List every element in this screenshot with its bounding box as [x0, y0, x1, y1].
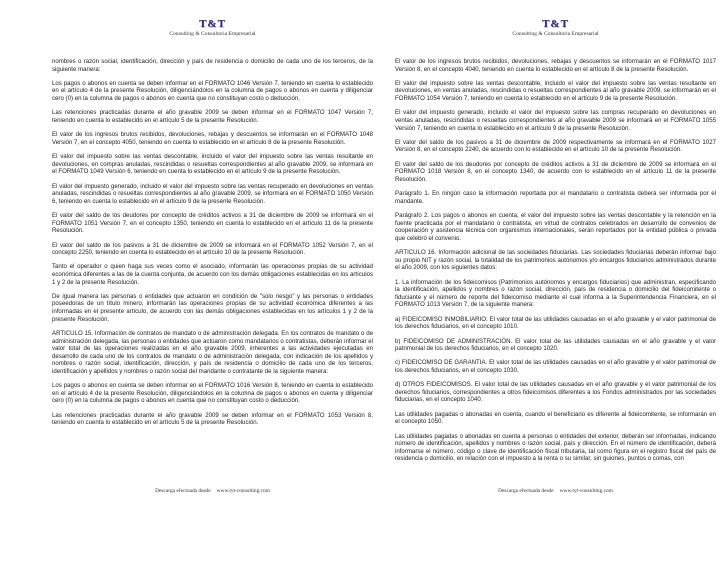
- paragraph: El valor del saldo de los deudores por concepto de créditos activos a 31 de diciembre de 2009 se informará en el FORMATO 1018 Versión 8, en el concepto 1340, de acuerdo con lo establecido en el artículo 11 de la presente Resolución.: [395, 160, 716, 183]
- paragraph: El valor del impuesto sobre las ventas descontable, incluido el valor del impuesto sobre las ventas resultante en devoluciones, en compras anuladas, rescindidas o resueltas correspondientes al año gravable 2009, se informará en el FORMATO 1049 Versión 6, teniendo en cuenta lo establecido en el artículo 9 de la presente Resolución.: [52, 153, 373, 176]
- paragraph: De igual manera las personas o entidades que actuaron en condición de "solo riesgo" y las personas o entidades poseedoras de un título minero, informarán las operaciones propias de su actividad económica diferentes a las informadas en el presente artículo, de acuerdo con las demás obligaciones establecidas en los artículos 1 y 2 de la presente Resolución.: [52, 292, 373, 323]
- paragraph: d) OTROS FIDEICOMISOS. El valor total de las utilidades causadas en el año gravable y el valor patrimonial de los derechos fiduciarios, correspondientes a otros fideicomisos diferentes a los Fondos administrados por las sociedades fiduciarias, en el concepto 1040.: [395, 381, 716, 404]
- company-logo: T&T: [199, 18, 226, 30]
- footer-download-label: Descarga efectuada desde: [498, 488, 554, 494]
- paragraph: El valor del saldo de los deudores por concepto de créditos activos a 31 de diciembre de 2009 se informará en el FORMATO 1051 Versión 7, en el concepto 1350, teniendo en cuenta lo establecido en el artículo 11 de la presente Resolución.: [52, 212, 373, 235]
- paragraph: Las utilidades pagadas o abonadas en cuenta a personas o entidades del exterior, deberán ser informadas, indicando número de identificación, apellidos y nombres o razón social, país y dirección. En el número de identificación, deberá informarse el número, código o clave de identificación fiscal tributaria, tal como figura en el registro fiscal del país de residencia o domicilio, en relación con el impuesto a la renta o su similar, sin guiones, puntos o comas, con: [395, 432, 716, 463]
- paragraph: a) FIDEICOMISO INMOBILIARIO: El valor total de las utilidades causadas en el año gravable y el valor patrimonial de los derechos fiduciarios, en el concepto 1010.: [395, 315, 716, 331]
- left-column: [52, 18, 373, 563]
- paragraph: ARTICULO 15. Información de contratos de mandato o de administración delegada. En los contratos de mandato o de administración delegada, las personas o entidades que actúaron como mandatarios o contratistas, deberán informar el valor total de las operaciones realizadas en el año gravable 2009, inherentes a las actividades ejecutadas en desarrollo de cada uno de los contratos de mandato o de administración delegada, con indicación de los apellidos y nombres o razón social, identificación, dirección, y país de residencia o domicilio de cada uno de los terceros, identificación y apellidos y nombres o razón social del mandante o contratante de la siguiente manera:: [52, 329, 373, 375]
- paragraph: Las retenciones practicadas durante el año gravable 2009 se deben informar en el FORMATO 1047 Versión 7, teniendo en cuenta lo establecido en el artículo 5 de la presente Resolución.: [52, 109, 373, 124]
- paragraph: Tanto el operador o quien haga sus veces como el asociado, informarán las operaciones propias de su actividad económica diferentes a las de la cuenta conjunta, de acuerdo con los demás obligaciones establecidas en los artículos 1 y 2 de la presente Resolución.: [52, 263, 373, 286]
- page-header: [52, 18, 373, 46]
- paragraph: nombres o razón social, identificación, dirección y país de residencia o domicilio de cada uno de los terceros, de la siguiente manera:: [52, 58, 373, 73]
- paragraph: c) FIDEICOMISO DE GARANTIA. El valor total de las utilidades causadas en el año gravable y el valor patrimonial de los derechos fiduciarios, en el concepto 1030.: [395, 359, 716, 374]
- paragraph: Las utilidades pagadas o abonadas en cuenta, cuando el beneficiario es diferente al fideicomitente, se informarán en el concepto 1050.: [395, 410, 716, 426]
- paragraph: Los pagos o abonos en cuenta se deben informar en el FORMATO 1046 Versión 7, teniendo en cuenta lo establecido en el artículo 4 de la presente Resolución, diligenciándolos en la columna de pagos o abonos en cuenta y diligenciar cero (0) en la columna de pagos o abonos en cuenta que no constituyan costo o deducción.: [52, 79, 373, 103]
- paragraph: 1. La información de los fideicomisos (Patrimonios autónomos y encargos fiduciarios) que administran, especificando la identificación, apellidos y nombres o razón social, dirección, país de residencia o domicilio del fideicomitente o fiduciante y el número de reporte del fideicomiso mediante el cual informa a la Superintendencia Financiera, en el FORMATO 1013 Versión 7, de la siguiente manera:: [395, 278, 716, 309]
- paragraph: El valor del impuesto sobre las ventas descontable, incluido el valor del impuesto sobre las ventas resultante en devoluciones, en ventas anuladas, rescindidas o resueltas correspondientes al año gravable 2009, se informarán en el FORMATO 1054 Versión 7, teniendo en cuenta lo establecido en el artículo 9 de la presente Resolución.: [395, 79, 716, 103]
- footer-download-label: Descarga efectuada desde: [155, 488, 211, 494]
- company-tagline: Consulting & Consultoria Empresarial: [512, 31, 599, 37]
- right-column-body: [395, 58, 716, 463]
- paragraph: El valor de los ingresos brutos recibidos, devoluciones, rebajas y descuentos se informarán en el FORMATO 1017 Versión 8, en el concepto 4040, teniendo en cuenta lo establecido en el artículo 8 de la presente Resolución.: [395, 58, 716, 73]
- company-tagline: Consulting & Consultoria Empresarial: [169, 31, 256, 37]
- footer-website-link[interactable]: www.tyt-consulting.com: [216, 488, 270, 494]
- page-footer: [52, 488, 373, 494]
- paragraph: El valor del impuesto generado, incluido el valor del impuesto sobre las ventas recuperado en devoluciones en ventas anuladas, rescindidas o resueltas correspondientes al año gravable 2009, se informará en el FORMATO 1050 Versión 6, teniendo en cuenta lo establecido en el artículo 9 de la presente Resolución.: [52, 182, 373, 205]
- page-header: [395, 18, 716, 46]
- paragraph: Parágrafo 2. Los pagos o abonos en cuenta, el valor del impuesto sobre las ventas descontable y la retención en la fuente practicada por el mandatario o contratista, en virtud de contratos celebrados en desarrollo de convenios de cooperación y asistencia técnica con organismos internacionales, serán reportados por la entidad pública o privada que celebró el convenio.: [395, 212, 716, 242]
- left-column-body: [52, 58, 373, 427]
- paragraph: Los pagos o abonos en cuenta se deben informar en el FORMATO 1016 Versión 8, teniendo en cuenta lo establecido en el artículo 4 de la presente Resolución, diligenciándolos en la columna de pagos o abonos en cuenta y diligenciar cero (0) en la columna de pagos o abonos en cuenta que no constituyan costo o deducción.: [52, 382, 373, 405]
- paragraph: Parágrafo 1. En ningún caso la información reportada por el mandatario o contratista deberá ser informada por el mandante.: [395, 190, 716, 205]
- paragraph: b) FIDEICOMISO DE ADMINISTRACIÓN. El valor total de las utilidades causadas en el año gravable y el valor patrimonial de los derechos fiduciarios, en el concepto 1020.: [395, 337, 716, 353]
- paragraph: El valor del impuesto generado, incluido el valor del impuesto sobre las compras recuperado en devoluciones en ventas anuladas, rescindidas o resueltas correspondientes al año gravable 2009 se informará en el FORMATO 1055 Versión 7, teniendo en cuenta lo establecido en el artículo 9 de la presente Resolución.: [395, 109, 716, 132]
- right-column: [395, 18, 716, 563]
- company-logo: T&T: [542, 18, 569, 30]
- page-footer: [395, 488, 716, 494]
- paragraph: El valor de los ingresos brutos recibidos, devoluciones, rebajas y descuentos se informarán en el FORMATO 1048 Versión 7, en el concepto 4050, teniendo en cuenta lo establecido en el artículo 8 de la presente Resolución.: [52, 131, 373, 146]
- paragraph: ARTICULO 16. Información adicional de las sociedades fiduciarias. Las sociedades fiduciarias deberán informar bajo su propio NIT y razón social, la totalidad de los patrimonios autónomos y/o encargos fiduciarios administrados durante el año 2009, con los siguientes datos:: [395, 249, 716, 272]
- paragraph: El valor del saldo de los pasivos a 31 de diciembre de 2009 se informará en el FORMATO 1052 Versión 7, en el concepto 2250, teniendo en cuenta lo establecido en el artículo 10 de la presente Resolución.: [52, 241, 373, 257]
- paragraph: Las retenciones practicadas durante el año gravable 2009 se deben informar en el FORMATO 1053 Versión 8, teniendo en cuenta lo establecido en el artículo 5 de la presente Resolución.: [52, 411, 373, 427]
- paragraph: El valor del saldo de los pasivos a 31 de diciembre de 2009 respectivamente se informará en el FORMATO 1027 Versión 8, en el concepto 2240, de acuerdo con lo establecido en el artículo 10 de la presente Resolución.: [395, 138, 716, 154]
- footer-website-link[interactable]: www.tyt-consulting.com: [559, 488, 613, 494]
